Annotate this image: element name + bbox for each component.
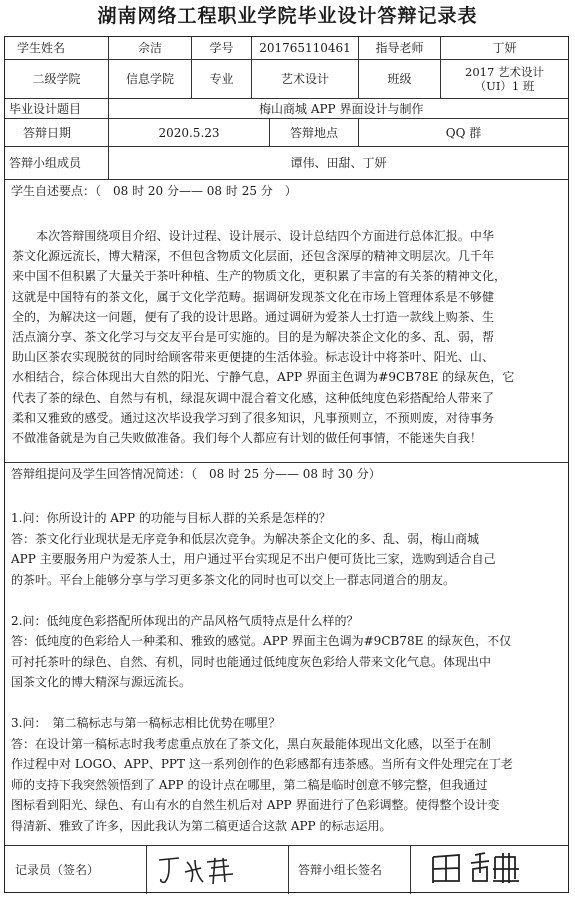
leader-signature (425, 849, 535, 887)
major-label: 专业 (209, 72, 234, 86)
qa-line: 答：低纯度的色彩给人一种柔和、雅致的感觉。APP 界面主色调为#9CB78E 的绿灰色，不仅 (11, 634, 512, 648)
form-title: 湖南网络工程职业学院毕业设计答辩记录表 (97, 5, 478, 27)
qa-line: 师的支持下我突然领悟到了 APP 的设计点在哪里，第二稿是临时创意不够完整，但我通过 (11, 777, 488, 792)
self-statement-header: 学生自述要点：（ 08 时 20 分—— 08 时 25 分 ） (11, 184, 297, 198)
class-value-line2: （UI）1 班 (474, 79, 535, 93)
qa-line: APP 主要服务用户为爱茶人士，用户通过平台实现足不出户便可货比三家，选购到适合自己 (11, 552, 496, 566)
row-divider (5, 179, 568, 180)
qa-line: 答：茶文化行业现状是无序竞争和低层次竞争。为解决茶企文化的多、乱、弱，梅山商城 (11, 531, 480, 546)
col-divider (288, 845, 289, 894)
topic-value: 梅山商城 APP 界面设计与制作 (259, 101, 424, 116)
college-label: 二级学院 (32, 72, 81, 86)
leader-label: 答辩小组长签名 (298, 863, 383, 877)
qa-line: 得清新、雅致了许多，因此我认为第二稿更适合这款 APP 的标志运用。 (11, 818, 392, 833)
row-divider (5, 845, 568, 846)
college-value: 信息学院 (125, 72, 174, 86)
student-id-value: 201765110461 (259, 41, 351, 55)
class-value (441, 60, 568, 98)
major-value: 艺术设计 (280, 72, 329, 86)
student-id-label: 学号 (209, 41, 234, 55)
self-line: 不做准备就是为自己失败做准备。我们每个人都应有计划的做任何事情，不能迷失自我！ (12, 431, 482, 446)
student-name-label: 学生姓名 (17, 41, 66, 55)
advisor-label: 指导老师 (375, 41, 424, 55)
col-divider (410, 845, 411, 894)
qa-line: 答：在设计第一稿标志时我考虑重点放在了茶文化，黑白灰最能体现出文化感，以至于在制 (11, 736, 492, 751)
student-name-value: 佘洁 (137, 41, 162, 55)
qa-line: 2.问：低纯度色彩搭配所体现出的产品风格气质特点是什么样的？ (11, 613, 359, 628)
col-divider (146, 845, 147, 894)
self-line: 活点滴分享、茶文化学习与交友平台是可实施的。目的是为解决茶企文化的多、乱、弱，帮 (12, 330, 495, 345)
self-line: 这就是中国特有的茶文化，属于文化学范畴。据调研发现茶文化在市场上管理体系是不够健 (12, 289, 495, 304)
self-line: 助山区茶农实现脱贫的同时给顾客带来更便捷的生活体验。标志设计中将茶叶、阳光、山、 (12, 350, 495, 365)
self-line: 水相结合，综合体现出大自然的阳光、宁静气息，APP 界面主色调为#9CB78E 的绿灰色，它 (12, 370, 515, 385)
members-label: 答辩小组成员 (9, 156, 82, 170)
advisor-value: 丁妍 (492, 41, 517, 55)
place-value: QQ 群 (445, 125, 482, 140)
self-line: 代表了茶的绿色、自然与有机，绿混灰调中混合着文化感，这种低纯度色彩搭配给人带来了 (12, 390, 495, 405)
self-statement-text (12, 226, 556, 448)
self-line: 来中国不但积累了大量关于茶叶种植、生产的物质文化，更积累了丰富的有关茶的精神文化， (12, 269, 507, 284)
qa-header: 答辩组提问及学生回答情况简述：（ 08 时 25 分—— 08 时 30 分） (11, 467, 381, 481)
self-line: 茶文化源远流长，博大精深，不但包含物质文化层面，还包含深厚的精神文明层次。几千年 (12, 249, 495, 264)
place-label: 答辩地点 (289, 125, 338, 140)
date-value: 2020.5.23 (158, 125, 220, 140)
qa-line: 可衬托茶叶的绿色、自然、有机，同时也能通过低纯度灰色彩给人带来文化气息。体现出中 (11, 654, 492, 669)
row-divider (5, 462, 568, 463)
qa-line: 图标看到阳光、绿色、有山有水的自然生机后对 APP 界面进行了色彩调整。使得整个设计变 (11, 798, 500, 812)
class-label: 班级 (387, 72, 412, 86)
qa-line: 1.问：你所设计的 APP 的功能与目标人群的关系是怎样的？ (11, 511, 331, 525)
topic-label: 毕业设计题目 (9, 101, 82, 116)
self-line: 全的，为解决这一问题，便有了我的设计思路。通过调研为爱茶人士打造一款线上购茶、生 (12, 309, 495, 324)
recorder-signature (155, 852, 245, 886)
qa-text (11, 508, 559, 836)
qa-line: 的茶叶。平台上能够分享与学习更多茶文化的同时也可以交上一群志同道合的朋友。 (11, 572, 456, 587)
qa-line (11, 693, 559, 714)
qa-line (11, 590, 559, 611)
self-line: 本次答辩围绕项目介绍、设计过程、设计展示、设计总结四个方面进行总体汇报。中华 (12, 229, 495, 243)
qa-line: 作过程中对 LOGO、APP、PPT 这一系列创作的色彩感都有违茶感。当所有文件处理完在丁老 (11, 757, 513, 771)
recorder-label: 记录员（签名） (15, 863, 100, 877)
qa-line: 国茶文化的博大精深与源远流长。 (11, 675, 192, 689)
self-line: 柔和又雅致的感受。通过这次毕设我学习到了很多知识，凡事预则立，不预则废，对待事务 (12, 410, 495, 425)
class-value-line1: 2017 艺术设计 (465, 65, 544, 79)
qa-line: 3.问： 第二稿标志与第一稿标志相比优势在哪里？ (11, 716, 281, 730)
defense-record-form (4, 36, 569, 893)
date-label: 答辩日期 (23, 125, 72, 140)
members-value: 谭伟、田甜、丁妍 (290, 156, 387, 170)
